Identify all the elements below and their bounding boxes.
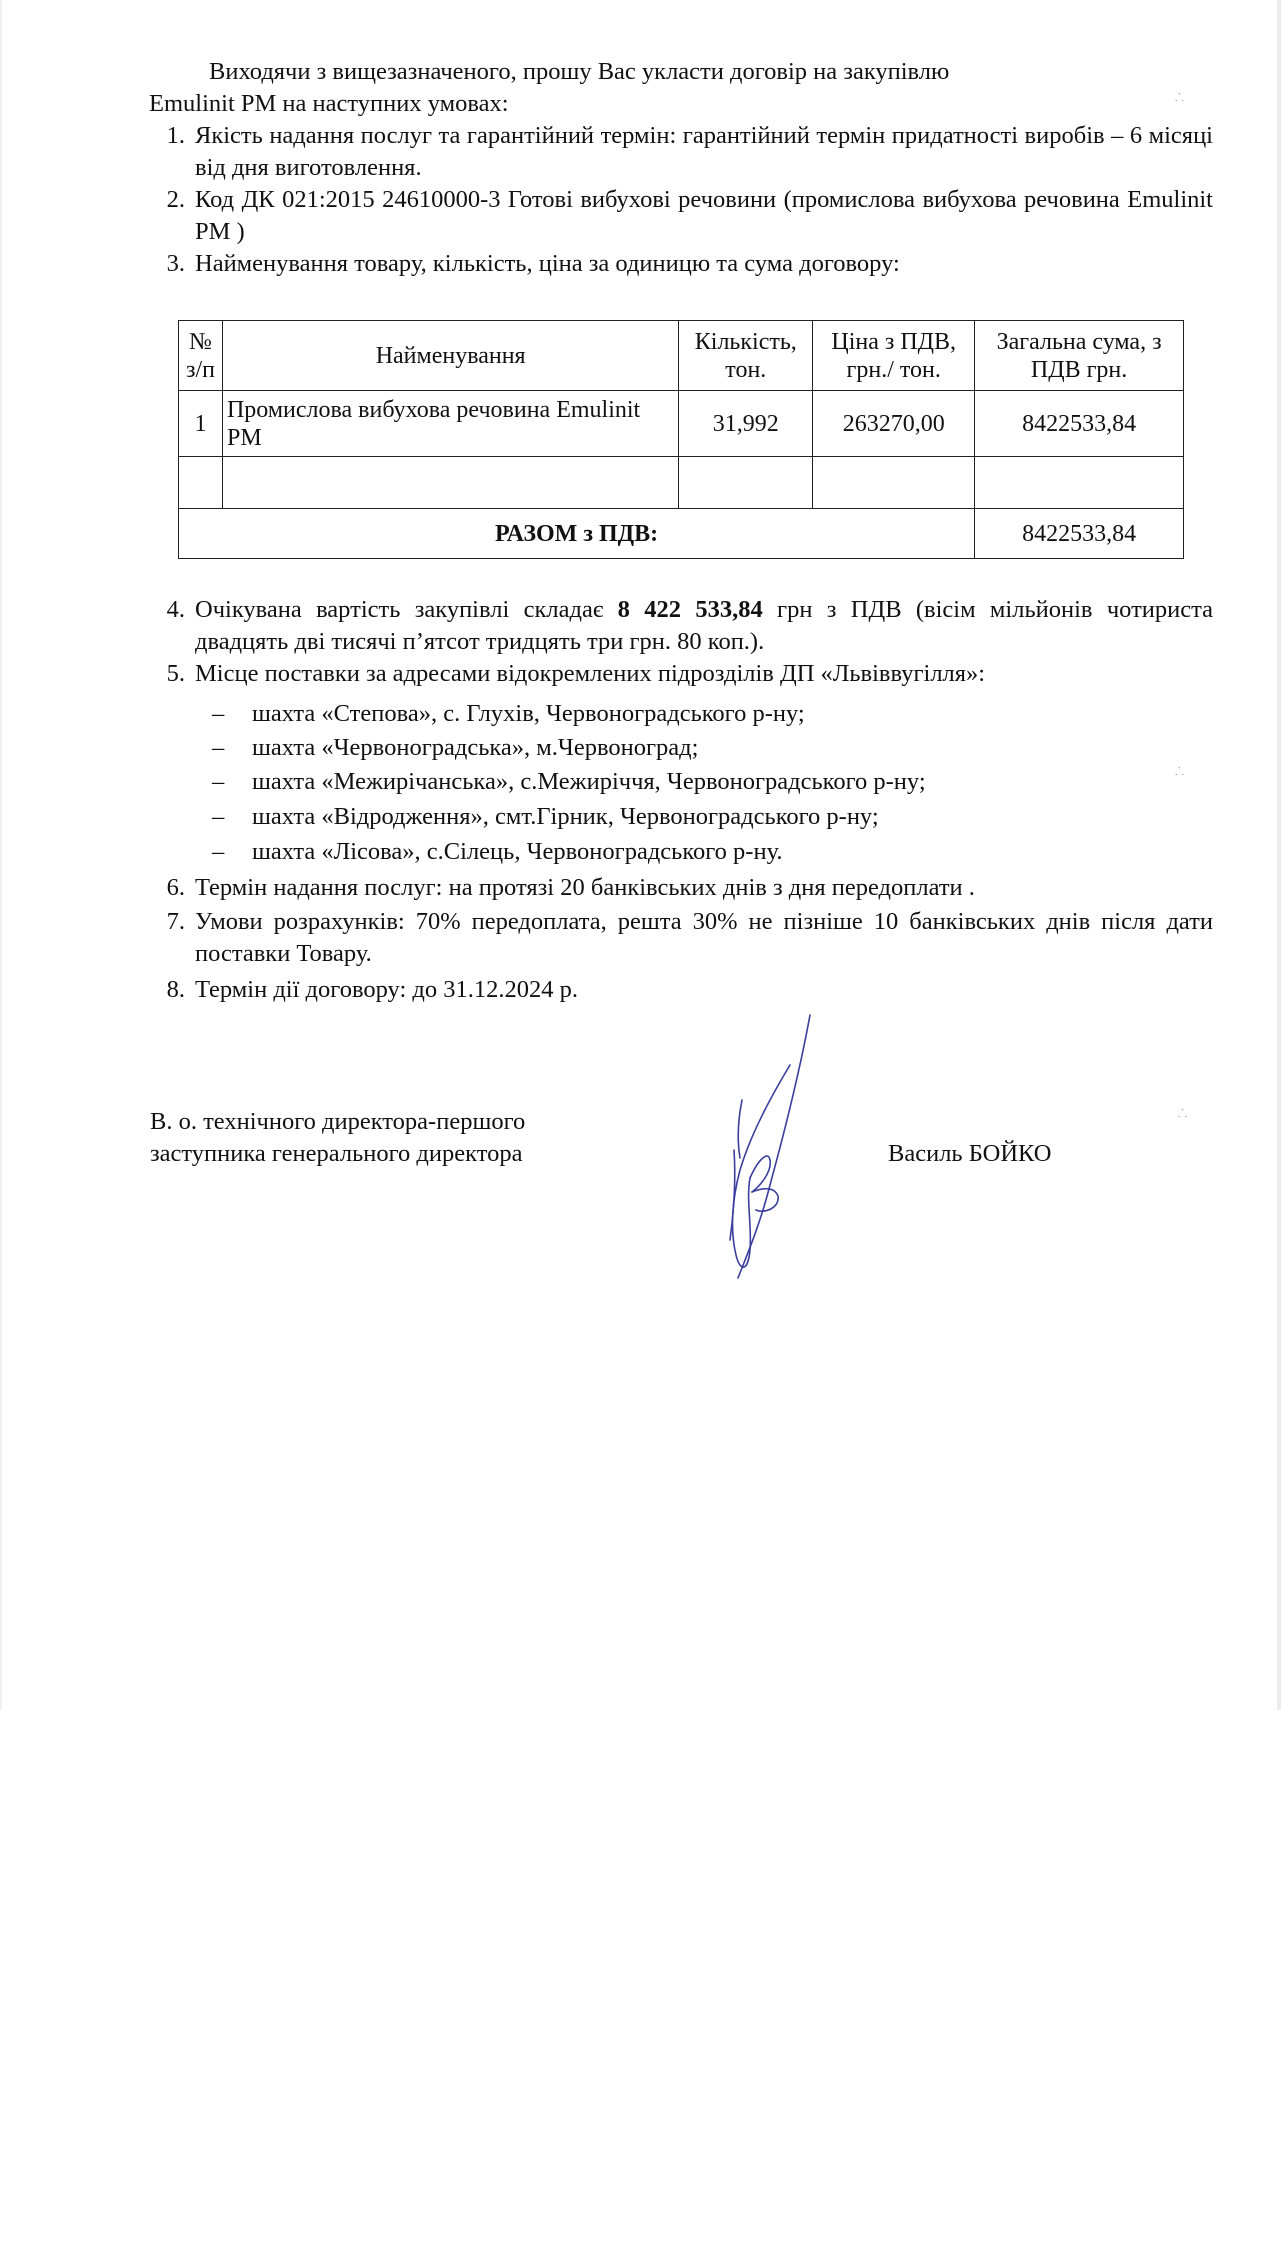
- expected-cost-label: Очікувана вартість закупівлі складає: [195, 596, 618, 623]
- goods-table: [178, 320, 1184, 559]
- delivery-location-text: шахта «Відродження», смт.Гірник, Червоноградського р-ну;: [252, 803, 879, 830]
- table-total-row: [179, 509, 1184, 559]
- signatory-title: [150, 1106, 670, 1170]
- cell-name: Промислова вибухова речовина Emulinit PM: [222, 391, 678, 457]
- scan-speck: ⸫: [1178, 1108, 1188, 1120]
- delivery-location-text: шахта «Степова», с. Глухів, Червоноградського р-ну;: [252, 700, 805, 727]
- scan-speck: ⸫: [1175, 766, 1185, 778]
- cell-empty: [222, 457, 678, 509]
- list-item-number: 4.: [166, 596, 185, 623]
- cell-empty: [179, 457, 223, 509]
- cell-total: 8422533,84: [975, 391, 1184, 457]
- dash-bullet: –: [212, 838, 225, 865]
- expected-cost-words: грн з ПДВ (вісім мільйонів чотириста двадцять дві тисячі п’ятсот тридцять три грн. 80 коп.).: [195, 596, 1214, 655]
- cell-empty: [679, 457, 813, 509]
- list-item-text: Найменування товару, кількість, ціна за одиницю та сума договору:: [195, 250, 900, 277]
- header-qty: Кількість, тон.: [679, 321, 813, 391]
- signatory-title-line-1: В. о. технічного директора-першого: [150, 1108, 526, 1135]
- list-item-text: Термін дії договору: до 31.12.2024 р.: [195, 976, 578, 1003]
- list-item-number: 2.: [166, 186, 185, 213]
- scan-edge-right: [1277, 0, 1281, 1710]
- list-item-number: 1.: [166, 122, 185, 149]
- list-item-text: Умови розрахунків: 70% передоплата, решта 30% не пізніше 10 банківських днів після дати поставки Товару.: [195, 908, 1213, 967]
- delivery-location-text: шахта «Межирічанська», с.Межиріччя, Червоноградського р-ну;: [252, 768, 926, 795]
- list-item-number: 6.: [166, 874, 185, 901]
- header-num: № з/п: [179, 321, 223, 391]
- handwritten-signature: [690, 1010, 830, 1290]
- intro-line-1: Виходячи з вищезазначеного, прошу Вас укласти договір на закупівлю: [209, 58, 950, 85]
- total-label: РАЗОМ з ПДВ:: [179, 509, 975, 559]
- expected-cost-amount: 8 422 533,84: [617, 596, 763, 623]
- list-item-number: 7.: [166, 908, 185, 935]
- signatory-name: Василь БОЙКО: [888, 1140, 1052, 1167]
- list-item-text: [195, 594, 1213, 658]
- cell-qty: 31,992: [679, 391, 813, 457]
- header-name: Найменування: [222, 321, 678, 391]
- dash-bullet: –: [212, 734, 225, 761]
- cell-empty: [813, 457, 975, 509]
- intro-paragraph: [150, 56, 1212, 120]
- header-total: Загальна сума, з ПДВ грн.: [975, 321, 1184, 391]
- signatory-title-line-2: заступника генерального директора: [150, 1140, 523, 1167]
- table-header-row: [179, 321, 1184, 391]
- delivery-location-text: шахта «Лісова», с.Сілець, Червоноградського р-ну.: [252, 838, 783, 865]
- cell-empty: [975, 457, 1184, 509]
- list-item-number: 5.: [166, 660, 185, 687]
- dash-bullet: –: [212, 803, 225, 830]
- list-item-text: Якість надання послуг та гарантійний термін: гарантійний термін придатності виробів – 6 місяці від дня виготовлення.: [195, 122, 1213, 181]
- list-item-text: Місце поставки за адресами відокремлених підрозділів ДП «Львіввугілля»:: [195, 660, 986, 687]
- cell-num: 1: [179, 391, 223, 457]
- list-item-text: Код ДК 021:2015 24610000-3 Готові вибухові речовини (промислова вибухова речовина Emulinit PM ): [195, 186, 1213, 245]
- cell-price: 263270,00: [813, 391, 975, 457]
- scan-edge-left: [0, 0, 2, 1710]
- delivery-location-text: шахта «Червоноградська», м.Червоноград;: [252, 734, 699, 761]
- list-item-text: Термін надання послуг: на протязі 20 банківських днів з дня передоплати .: [195, 874, 975, 901]
- intro-line-2: Emulinit PM на наступних умовах:: [149, 90, 509, 117]
- table-row: [179, 391, 1184, 457]
- list-item-number: 3.: [166, 250, 185, 277]
- total-value: 8422533,84: [975, 509, 1184, 559]
- dash-bullet: –: [212, 768, 225, 795]
- scan-speck: ⸫: [1175, 92, 1185, 104]
- dash-bullet: –: [212, 700, 225, 727]
- table-row-empty: [179, 457, 1184, 509]
- header-price: Ціна з ПДВ, грн./ тон.: [813, 321, 975, 391]
- list-item-number: 8.: [166, 976, 185, 1003]
